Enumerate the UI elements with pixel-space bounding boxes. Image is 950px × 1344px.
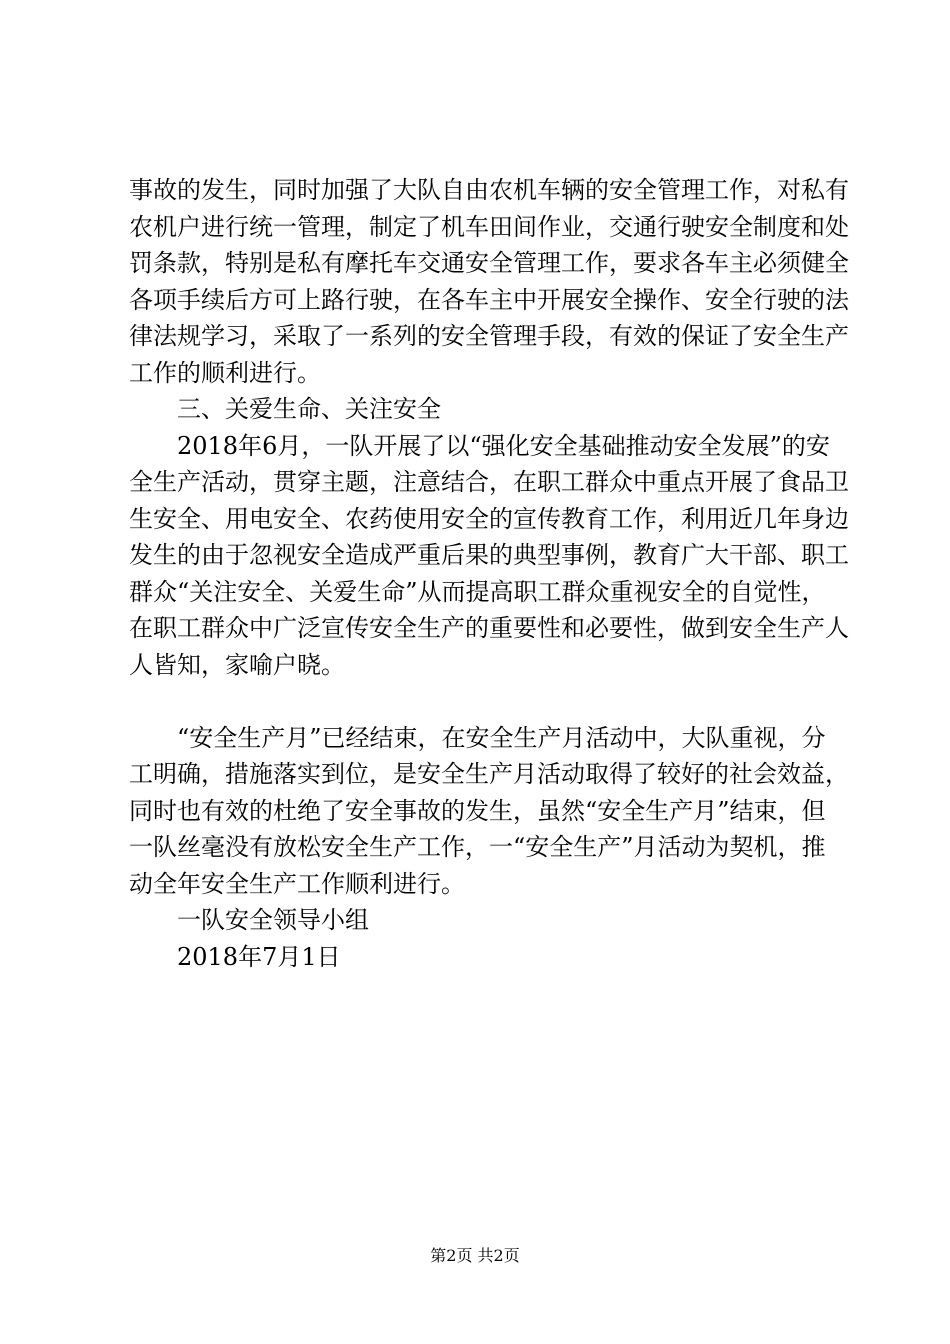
document-body <box>129 172 849 975</box>
section-heading-care-for-life: 三、关爱生命、关注安全 <box>177 395 441 423</box>
paragraph-safety-campaign: 2018年6月，一队开展了以“强化安全基础推动安全发展”的安全生产活动，贯穿主题，注意结合，在职工群众中重点开展了食品卫生安全、用电安全、农药使用安全的宣传教育工作，利用近几年身边发生的由于忽视安全造成严重后果的典型事例，教育广大干部、职工群众“关注安全、关爱生命”从而提高职工群众重视安全的自觉性，在职工群众中广泛宣传安全生产的重要性和必要性，做到安全生产人人皆知，家喻户晓。 <box>129 431 849 679</box>
page-footer <box>0 1246 950 1266</box>
signature-date: 2018年7月1日 <box>177 942 341 971</box>
paragraph-spacer <box>129 683 849 720</box>
signature-organization: 一队安全领导小组 <box>177 906 369 934</box>
page-number: 第2页 共2页 <box>430 1246 520 1265</box>
paragraph-conclusion: “安全生产月”已经结束，在安全生产月活动中，大队重视，分工明确，措施落实到位，是安全生产月活动取得了较好的社会效益，同时也有效的杜绝了安全事故的发生，虽然“安全生产月”结束，但一队丝毫没有放松安全生产工作，一“安全生产”月活动为契机，推动全年安全生产工作顺利进行。 <box>129 723 849 898</box>
paragraph-safety-management: 事故的发生，同时加强了大队自由农机车辆的安全管理工作，对私有农机户进行统一管理，制定了机车田间作业，交通行驶安全制度和处罚条款，特别是私有摩托车交通安全管理工作，要求各车主必须健全各项手续后方可上路行驶，在各车主中开展安全操作、安全行驶的法律法规学习，采取了一系列的安全管理手段，有效的保证了安全生产工作的顺利进行。 <box>129 176 849 387</box>
